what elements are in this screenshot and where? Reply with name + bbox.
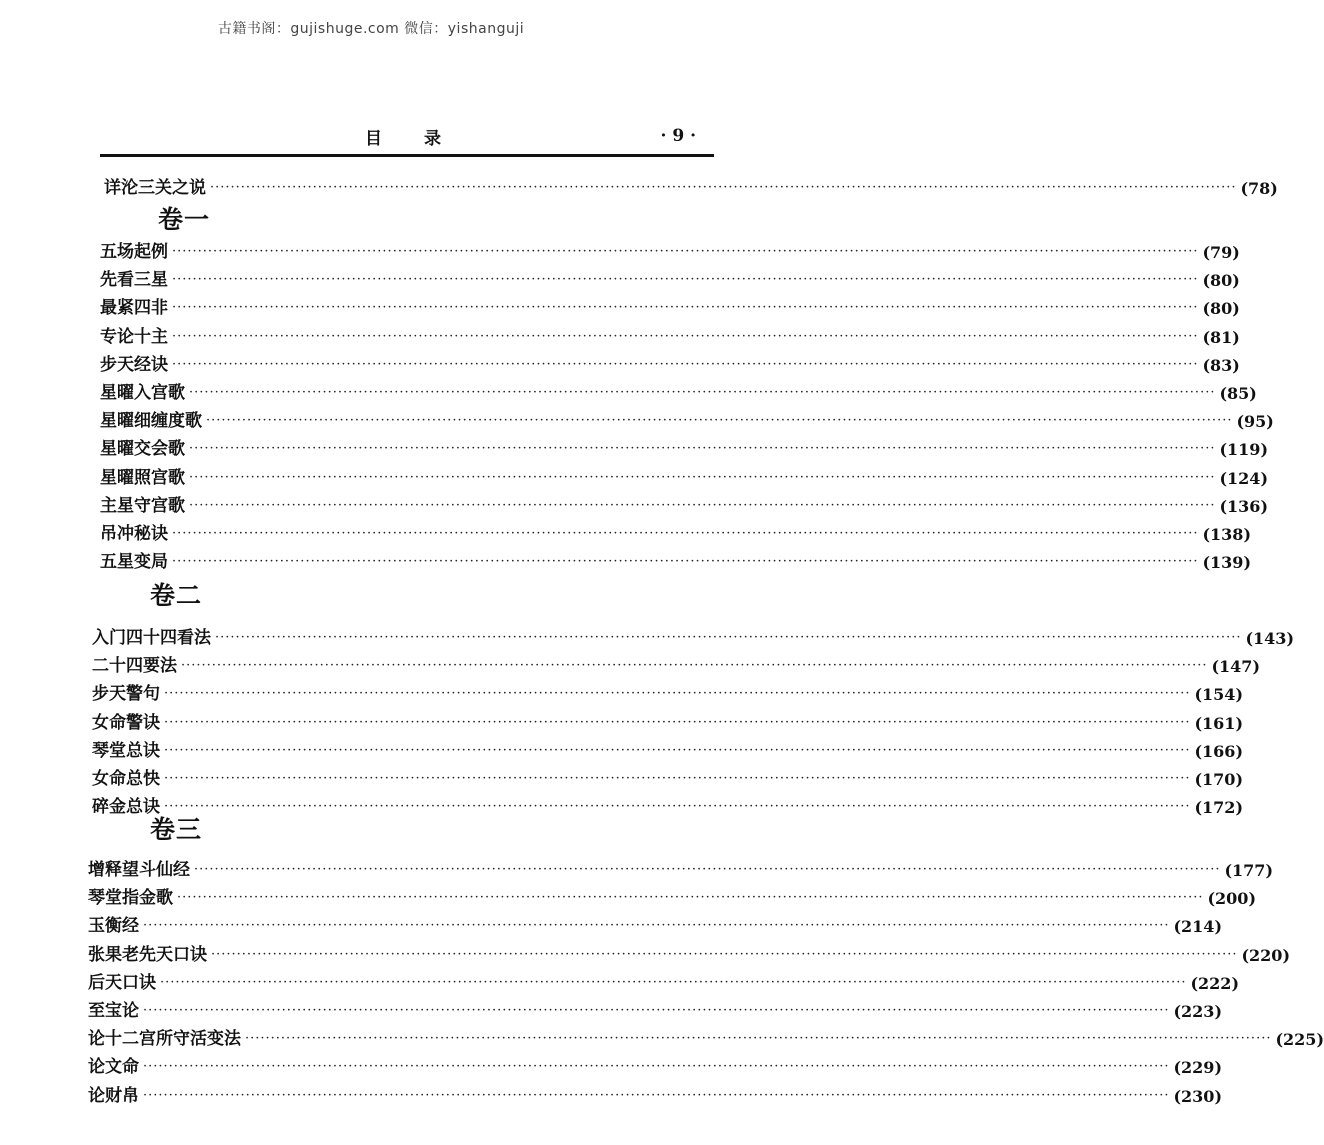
dot-leader: ········································································································································································································ xyxy=(189,469,1216,485)
dot-leader: ········································································································································································································ xyxy=(143,918,1170,934)
entry-page: (161) xyxy=(1194,713,1244,733)
entry-page: (78) xyxy=(1240,179,1278,198)
entry-page: (166) xyxy=(1194,741,1244,761)
toc-entry xyxy=(100,234,1240,262)
entry-page: (95) xyxy=(1236,412,1274,432)
dot-leader: ········································································································································································································ xyxy=(206,413,1233,429)
entry-page: (222) xyxy=(1190,973,1240,993)
toc-entry xyxy=(88,1021,1324,1050)
toc-entry xyxy=(100,544,1252,573)
entry-title: 入门四十四看法 xyxy=(92,628,211,648)
toc-entry xyxy=(100,516,1252,544)
dot-leader: ········································································································································································································ xyxy=(143,1059,1170,1075)
entry-page: (143) xyxy=(1245,629,1295,648)
entry-title: 星曜入宫歌 xyxy=(100,383,185,403)
page-header xyxy=(100,122,714,152)
dot-leader: ········································································································································································································ xyxy=(211,946,1238,962)
volume-heading: 卷三 xyxy=(150,815,203,844)
dot-leader: ········································································································································································································ xyxy=(172,244,1199,259)
entry-title: 女命警诀 xyxy=(92,712,160,733)
entry-page: (81) xyxy=(1202,327,1240,347)
toc-entry xyxy=(92,733,1244,761)
dot-leader: ········································································································································································································ xyxy=(189,441,1216,457)
entry-page: (139) xyxy=(1202,553,1252,573)
entry-title: 玉衡经 xyxy=(88,916,139,937)
entry-page: (124) xyxy=(1219,468,1269,488)
dot-leader: ········································································································································································································ xyxy=(181,658,1208,674)
entry-title: 最紧四非 xyxy=(100,298,168,319)
entry-title: 论十二宫所守活变法 xyxy=(88,1029,241,1050)
header-title: 目录 xyxy=(365,129,483,149)
entry-page: (170) xyxy=(1194,770,1244,789)
entry-page: (138) xyxy=(1202,525,1252,544)
toc-entry xyxy=(100,403,1274,432)
entry-page: (220) xyxy=(1241,945,1291,965)
entry-page: (119) xyxy=(1219,440,1269,460)
toc-entry xyxy=(100,290,1240,319)
entry-title: 至宝论 xyxy=(88,1001,139,1021)
entry-title: 碎金总诀 xyxy=(92,797,160,818)
entry-page: (80) xyxy=(1202,271,1240,291)
volume-heading: 卷一 xyxy=(158,205,211,234)
watermark-text: 古籍书阁：gujishuge.com 微信：yishanguji xyxy=(217,21,525,37)
entry-page: (225) xyxy=(1275,1030,1324,1050)
toc-entry xyxy=(100,375,1257,403)
entry-page: (200) xyxy=(1207,889,1257,909)
dot-leader: ········································································································································································································ xyxy=(172,554,1199,570)
dot-leader: ········································································································································································································ xyxy=(164,742,1191,758)
dot-leader: ········································································································································································································ xyxy=(194,862,1221,877)
entry-title: 论文命 xyxy=(88,1057,139,1078)
toc-entry xyxy=(100,347,1240,375)
volume-heading: 卷二 xyxy=(150,581,203,610)
entry-page: (80) xyxy=(1202,299,1240,319)
entry-page: (172) xyxy=(1194,798,1244,818)
entry-title: 增释望斗仙经 xyxy=(88,860,190,880)
toc-entry xyxy=(100,262,1240,291)
entry-page: (177) xyxy=(1224,861,1274,880)
toc-entry xyxy=(88,937,1291,965)
entry-title: 星曜交会歌 xyxy=(100,439,185,460)
dot-leader: ········································································································································································································ xyxy=(164,771,1191,786)
entry-title: 论财帛 xyxy=(88,1085,139,1106)
header-divider xyxy=(100,154,714,157)
entry-page: (214) xyxy=(1173,917,1223,937)
toc-entry xyxy=(92,620,1295,648)
toc-entry xyxy=(92,705,1244,733)
entry-title: 琴堂指金歌 xyxy=(88,888,173,909)
dot-leader: ········································································································································································································ xyxy=(143,1003,1170,1018)
dot-leader: ········································································································································································································ xyxy=(172,356,1199,372)
entry-title: 二十四要法 xyxy=(92,656,177,677)
entry-title: 女命总快 xyxy=(92,769,160,789)
entry-page: (230) xyxy=(1173,1086,1223,1106)
entry-page: (83) xyxy=(1202,355,1240,375)
entry-page: (85) xyxy=(1219,384,1257,403)
toc-entry xyxy=(92,676,1244,705)
toc-entry xyxy=(100,460,1269,488)
dot-leader: ········································································································································································································ xyxy=(215,630,1242,645)
entry-page: (229) xyxy=(1173,1058,1223,1078)
entry-title: 先看三星 xyxy=(100,270,168,291)
entry-title: 专论十主 xyxy=(100,326,168,347)
toc-entry xyxy=(88,1078,1223,1106)
dot-leader: ········································································································································································································ xyxy=(164,799,1191,815)
entry-page: (136) xyxy=(1219,496,1269,516)
dot-leader: ········································································································································································································ xyxy=(160,974,1187,990)
dot-leader: ········································································································································································································ xyxy=(172,272,1199,288)
dot-leader: ········································································································································································································ xyxy=(210,180,1237,195)
dot-leader: ········································································································································································································ xyxy=(172,300,1199,316)
page-number: · 9 · xyxy=(660,126,696,146)
entry-page: (223) xyxy=(1173,1002,1223,1021)
dot-leader: ········································································································································································································ xyxy=(164,714,1191,730)
toc-entry xyxy=(88,852,1274,880)
entry-page: (147) xyxy=(1211,657,1261,677)
entry-title: 五星变局 xyxy=(100,552,168,573)
toc-entry xyxy=(100,319,1240,347)
entry-title: 主星守宫歌 xyxy=(100,495,185,516)
dot-leader: ········································································································································································································ xyxy=(177,890,1204,906)
entry-page: (79) xyxy=(1202,243,1240,262)
dot-leader: ········································································································································································································ xyxy=(189,497,1216,513)
entry-title: 张果老先天口诀 xyxy=(88,944,207,965)
dot-leader: ········································································································································································································ xyxy=(164,686,1191,702)
dot-leader: ········································································································································································································ xyxy=(172,526,1199,541)
entry-title: 步天警句 xyxy=(92,684,160,705)
toc-entry xyxy=(88,1049,1223,1078)
toc-entry xyxy=(92,761,1244,789)
entry-title: 详沦三关之说 xyxy=(104,178,206,198)
toc-entry xyxy=(88,880,1257,909)
toc-entry xyxy=(88,965,1240,993)
toc-entry xyxy=(100,431,1269,460)
dot-leader: ········································································································································································································ xyxy=(189,385,1216,400)
dot-leader: ········································································································································································································ xyxy=(245,1031,1272,1047)
entry-title: 后天口诀 xyxy=(88,972,156,993)
toc-entry xyxy=(92,648,1261,677)
entry-title: 琴堂总诀 xyxy=(92,740,160,761)
entry-title: 步天经诀 xyxy=(100,354,168,375)
dot-leader: ········································································································································································································ xyxy=(172,328,1199,344)
toc-entry xyxy=(88,993,1223,1021)
entry-page: (154) xyxy=(1194,685,1244,705)
entry-title: 星曜照宫歌 xyxy=(100,467,185,488)
toc-entry xyxy=(104,170,1278,198)
entry-title: 五场起例 xyxy=(100,242,168,262)
entry-title: 星曜细缠度歌 xyxy=(100,411,202,432)
toc-entry xyxy=(100,488,1269,516)
toc-entry xyxy=(88,908,1223,937)
dot-leader: ········································································································································································································ xyxy=(143,1087,1170,1103)
entry-title: 吊冲秘诀 xyxy=(100,524,168,544)
